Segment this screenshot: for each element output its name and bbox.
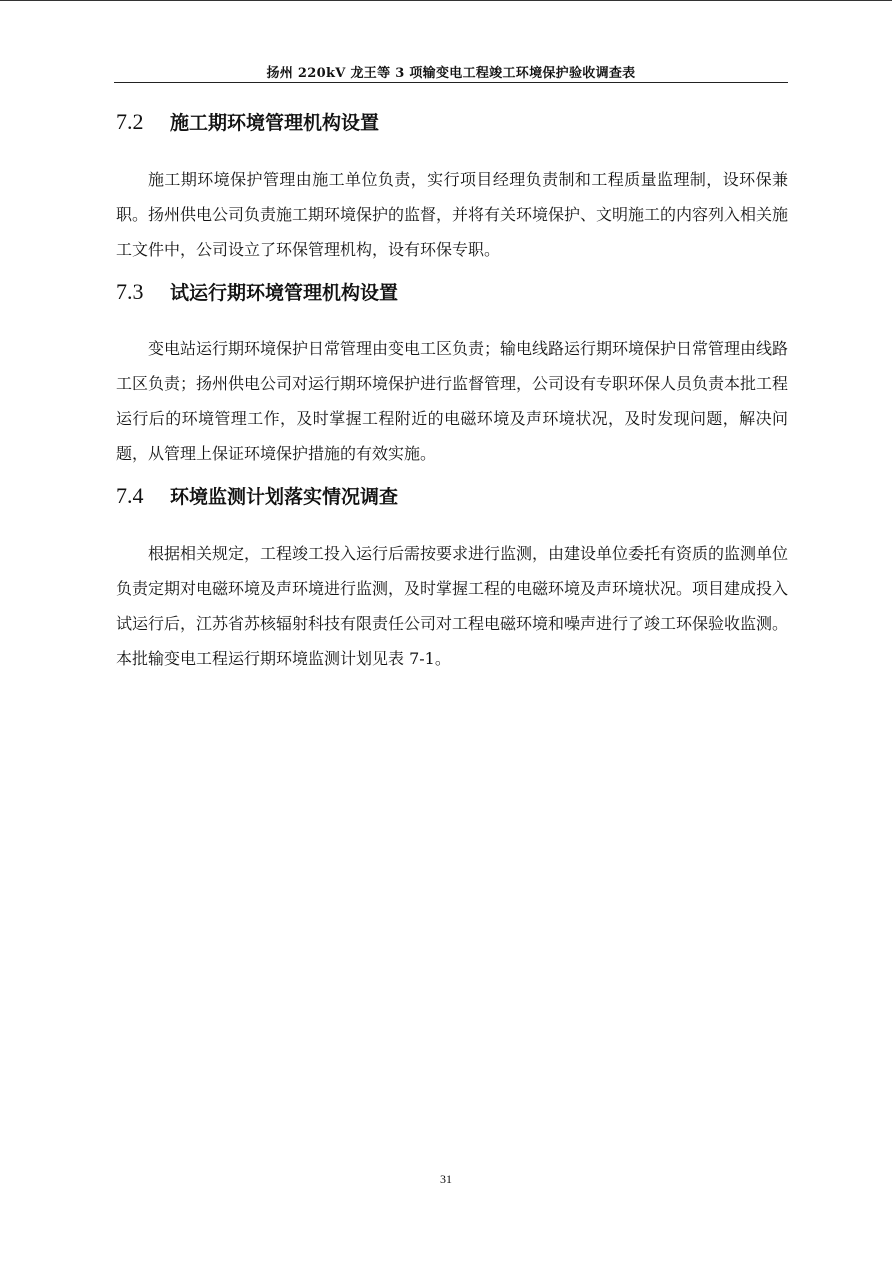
section-paragraph-7-4: 根据相关规定，工程竣工投入运行后需按要求进行监测，由建设单位委托有资质的监测单位负责定期对电磁环境及声环境进行监测，及时掌握工程的电磁环境及声环境状况。项目建成投入试运行后，江苏省苏核辐射科技有限责任公司对工程电磁环境和噪声进行了竣工环保验收监测。本批输变电工程运行期环境监测计划见表 7-1。: [116, 544, 789, 668]
section-number: 7.2: [116, 109, 144, 134]
page-number: 31: [440, 1172, 452, 1186]
section-number: 7.4: [116, 483, 144, 508]
page-top-border: [0, 0, 892, 1]
section-number: 7.3: [116, 279, 144, 304]
section-title: 环境监测计划落实情况调查: [170, 486, 399, 508]
section-paragraph-7-2: 施工期环境保护管理由施工单位负责，实行项目经理负责制和工程质量监理制，设环保兼职。扬州供电公司负责施工期环境保护的监督，并将有关环境保护、文明施工的内容列入相关施工文件中，公司设立了环保管理机构，设有环保专职。: [116, 170, 789, 259]
section-heading-7-4: [116, 482, 788, 509]
section-heading-7-3: [116, 278, 788, 305]
running-header: 扬州 220kV 龙王等 3 项输变电工程竣工环境保护验收调查表: [266, 66, 636, 81]
header-rule: [114, 82, 788, 83]
section-title: 施工期环境管理机构设置: [170, 112, 380, 134]
section-title: 试运行期环境管理机构设置: [170, 282, 399, 304]
section-paragraph-7-3: 变电站运行期环境保护日常管理由变电工区负责；输电线路运行期环境保护日常管理由线路工区负责；扬州供电公司对运行期环境保护进行监督管理，公司设有专职环保人员负责本批工程运行后的环境管理工作，及时掌握工程附近的电磁环境及声环境状况，及时发现问题，解决问题，从管理上保证环境保护措施的有效实施。: [116, 339, 789, 463]
section-heading-7-2: [116, 108, 788, 135]
